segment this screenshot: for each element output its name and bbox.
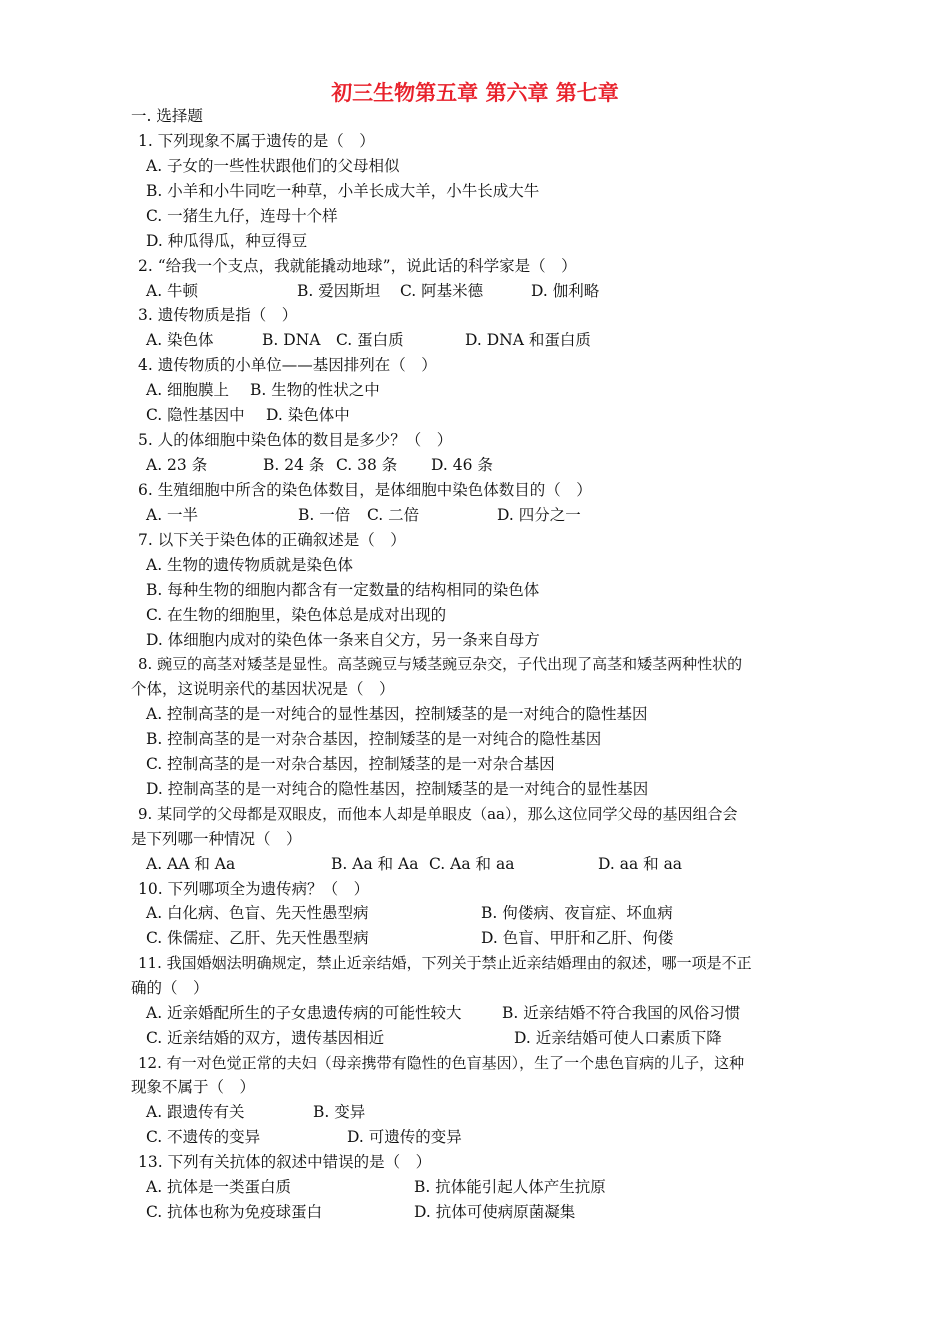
question-8-stem-line-2: 个体，这说明亲代的基因状况是（ ） — [131, 680, 395, 698]
question-10-option-a: A. 白化病、色盲、先天性愚型病 — [146, 904, 369, 922]
question-10-option-d: D. 色盲、甲肝和乙肝、佝偻 — [481, 929, 674, 947]
question-11-option-b: B. 近亲结婚不符合我国的风俗习惯 — [502, 1004, 741, 1022]
question-12-stem-line-2: 现象不属于（ ） — [131, 1078, 256, 1096]
question-5-option-b: B. 24 条 — [263, 456, 325, 474]
question-10-option-c: C. 侏儒症、乙肝、先天性愚型病 — [146, 929, 369, 947]
question-13-option-d: D. 抗体可使病原菌凝集 — [414, 1203, 576, 1221]
question-7-option-d: D. 体细胞内成对的染色体一条来自父方，另一条来自母方 — [146, 631, 540, 649]
question-9-option-c: C. Aa 和 aa — [429, 855, 515, 873]
question-13-option-a: A. 抗体是一类蛋白质 — [146, 1178, 292, 1196]
question-11-stem-line-1: 11. 我国婚姻法明确规定，禁止近亲结婚，下列关于禁止近亲结婚理由的叙述，哪一项是不正 — [138, 954, 752, 972]
question-12-option-d: D. 可遗传的变异 — [347, 1128, 462, 1146]
question-3-option-c: C. 蛋白质 — [336, 331, 404, 349]
question-8-stem-line-1: 8. 豌豆的高茎对矮茎是显性。高茎豌豆与矮茎豌豆杂交，子代出现了高茎和矮茎两种性状的 — [138, 655, 743, 673]
document-title: 初三生物第五章 第六章 第七章 — [331, 80, 619, 105]
question-3-option-b: B. DNA — [262, 331, 321, 349]
question-9-option-a: A. AA 和 Aa — [146, 855, 236, 873]
question-9-option-b: B. Aa 和 Aa — [331, 855, 419, 873]
question-4-option-a: A. 细胞膜上 — [146, 381, 230, 399]
question-4-option-d: D. 染色体中 — [266, 406, 350, 424]
question-9-stem-line-2: 是下列哪一种情况（ ） — [131, 830, 302, 848]
question-7-stem: 7. 以下关于染色体的正确叙述是（ ） — [138, 531, 406, 549]
question-2-option-c: C. 阿基米德 — [400, 282, 484, 300]
question-8-option-b: B. 控制高茎的是一对杂合基因，控制矮茎的是一对纯合的隐性基因 — [146, 730, 602, 748]
question-7-option-b: B. 每种生物的细胞内都含有一定数量的结构相同的染色体 — [146, 581, 540, 599]
question-3-stem: 3. 遗传物质是指（ ） — [138, 306, 298, 324]
question-12-option-b: B. 变异 — [313, 1103, 366, 1121]
question-11-option-c: C. 近亲结婚的双方，遗传基因相近 — [146, 1029, 385, 1047]
question-1-option-a: A. 子女的一些性状跟他们的父母相似 — [146, 157, 400, 175]
question-5-option-d: D. 46 条 — [431, 456, 493, 474]
question-12-option-a: A. 跟遗传有关 — [146, 1103, 245, 1121]
section-heading: 一. 选择题 — [131, 107, 203, 125]
question-12-option-c: C. 不遗传的变异 — [146, 1128, 261, 1146]
question-1-stem: 1. 下列现象不属于遗传的是（ ） — [138, 132, 375, 150]
question-2-stem: 2. “给我一个支点，我就能撬动地球”，说此话的科学家是（ ） — [138, 257, 577, 275]
question-7-option-a: A. 生物的遗传物质就是染色体 — [146, 556, 354, 574]
question-6-option-c: C. 二倍 — [367, 506, 420, 524]
question-5-option-c: C. 38 条 — [336, 456, 398, 474]
question-11-option-a: A. 近亲婚配所生的子女患遗传病的可能性较大 — [146, 1004, 462, 1022]
question-11-option-d: D. 近亲结婚可使人口素质下降 — [514, 1029, 722, 1047]
question-4-option-b: B. 生物的性状之中 — [250, 381, 380, 399]
question-8-option-c: C. 控制高茎的是一对杂合基因，控制矮茎的是一对杂合基因 — [146, 755, 555, 773]
question-4-stem: 4. 遗传物质的小单位——基因排列在（ ） — [138, 356, 437, 374]
question-4-option-c: C. 隐性基因中 — [146, 406, 245, 424]
question-11-stem-line-2: 确的（ ） — [131, 979, 209, 997]
question-3-option-d: D. DNA 和蛋白质 — [465, 331, 591, 349]
question-2-option-a: A. 牛顿 — [146, 282, 199, 300]
question-5-stem: 5. 人的体细胞中染色体的数目是多少？（ ） — [138, 431, 453, 449]
question-13-stem: 13. 下列有关抗体的叙述中错误的是（ ） — [138, 1153, 432, 1171]
question-6-option-b: B. 一倍 — [298, 506, 351, 524]
question-10-option-b: B. 佝偻病、夜盲症、坏血病 — [481, 904, 673, 922]
question-3-option-a: A. 染色体 — [146, 331, 214, 349]
question-1-option-d: D. 种瓜得瓜，种豆得豆 — [146, 232, 308, 250]
question-9-option-d: D. aa 和 aa — [598, 855, 683, 873]
question-9-stem-line-1: 9. 某同学的父母都是双眼皮，而他本人却是单眼皮（aa），那么这位同学父母的基因组合会 — [138, 805, 738, 823]
question-12-stem-line-1: 12. 有一对色觉正常的夫妇（母亲携带有隐性的色盲基因），生了一个患色盲病的儿子，这种 — [138, 1054, 745, 1072]
question-6-option-a: A. 一半 — [146, 506, 199, 524]
question-6-option-d: D. 四分之一 — [497, 506, 581, 524]
question-13-option-b: B. 抗体能引起人体产生抗原 — [414, 1178, 606, 1196]
question-10-stem: 10. 下列哪项全为遗传病？（ ） — [138, 880, 370, 898]
question-7-option-c: C. 在生物的细胞里，染色体总是成对出现的 — [146, 606, 447, 624]
question-13-option-c: C. 抗体也称为免疫球蛋白 — [146, 1203, 323, 1221]
question-8-option-a: A. 控制高茎的是一对纯合的显性基因，控制矮茎的是一对纯合的隐性基因 — [146, 705, 648, 723]
question-1-option-c: C. 一猪生九仔，连母十个样 — [146, 207, 338, 225]
question-6-stem: 6. 生殖细胞中所含的染色体数目，是体细胞中染色体数目的（ ） — [138, 481, 592, 499]
question-2-option-d: D. 伽利略 — [531, 282, 600, 300]
question-2-option-b: B. 爱因斯坦 — [297, 282, 381, 300]
question-5-option-a: A. 23 条 — [146, 456, 208, 474]
question-1-option-b: B. 小羊和小牛同吃一种草，小羊长成大羊，小牛长成大牛 — [146, 182, 540, 200]
question-8-option-d: D. 控制高茎的是一对纯合的隐性基因，控制矮茎的是一对纯合的显性基因 — [146, 780, 649, 798]
